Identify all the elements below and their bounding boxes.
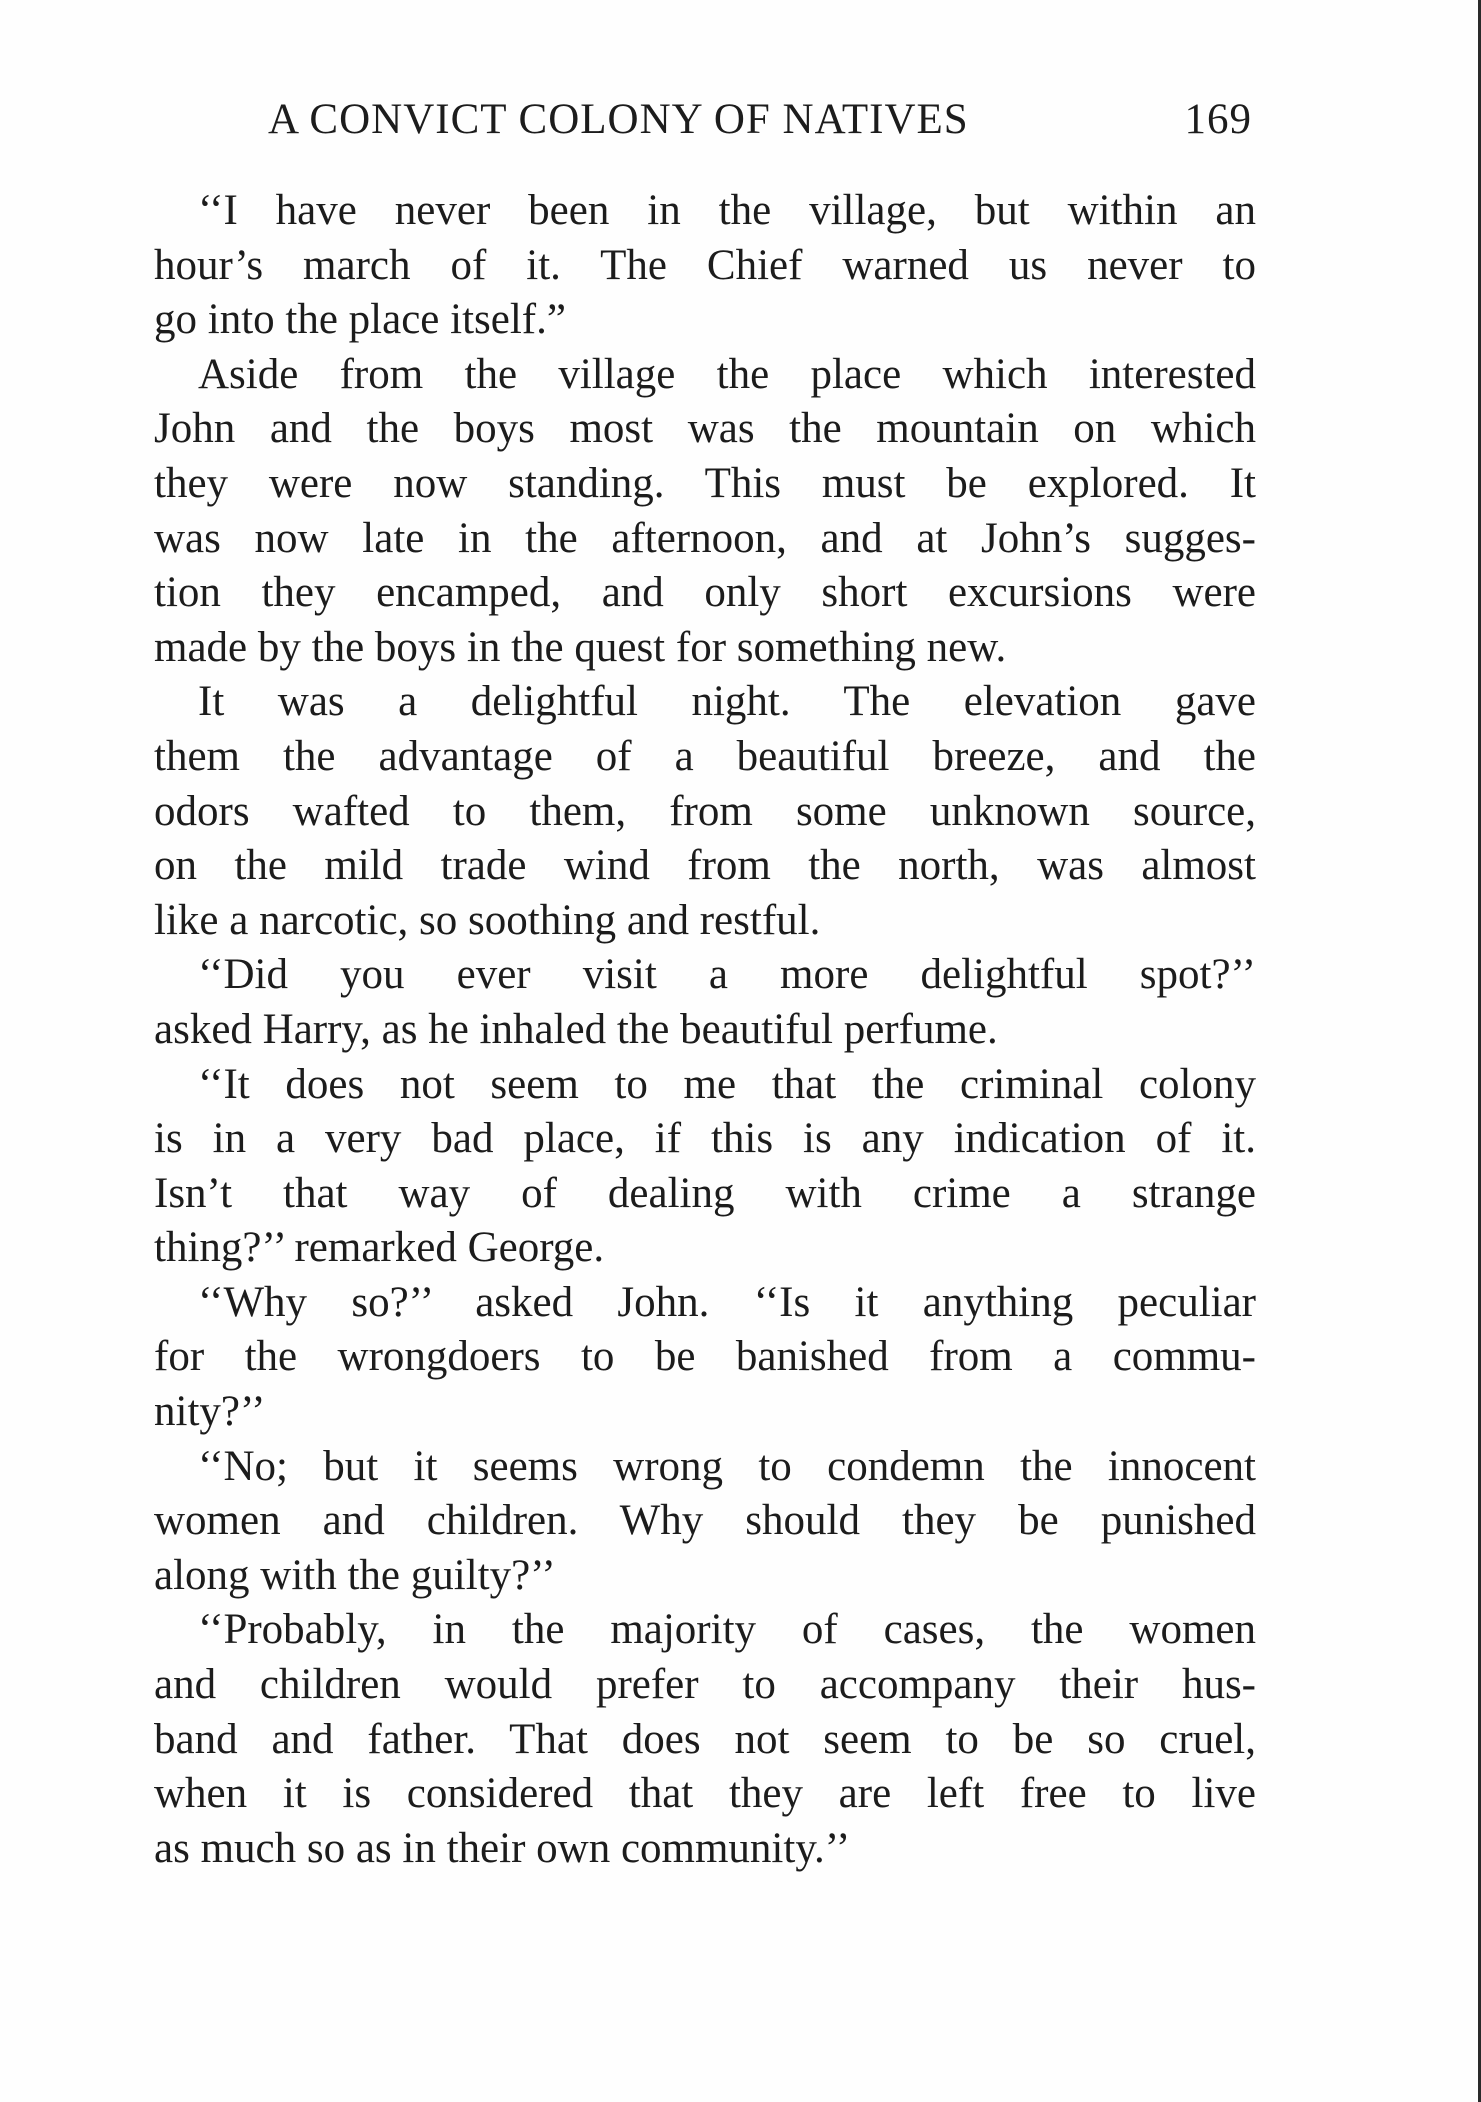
text-line: John and the boys most was the mountain on which: [154, 405, 1256, 453]
text-line: ‘‘No; but it seems wrong to condemn the innocent: [198, 1442, 1256, 1490]
paragraph-5: [154, 1058, 1256, 1276]
text-line: along with the guilty?’’: [154, 1551, 556, 1599]
text-line: go into the place itself.”: [154, 296, 566, 344]
body-text: [154, 184, 1256, 1876]
text-line: they were now standing. This must be explored. It: [154, 459, 1256, 507]
text-line: Isn’t that way of dealing with crime a strange: [154, 1169, 1256, 1217]
text-line: ‘‘Did you ever visit a more delightful spot?’’: [198, 951, 1256, 999]
text-line: made by the boys in the quest for something new.: [154, 623, 1007, 671]
text-line: asked Harry, as he inhaled the beautiful perfume.: [154, 1005, 998, 1053]
running-head-title: A CONVICT COLONY OF NATIVES: [268, 96, 969, 143]
text-line: for the wrongdoers to be banished from a commu-: [154, 1333, 1256, 1381]
paragraph-4: [154, 948, 1256, 1057]
paragraph-6: [154, 1276, 1256, 1440]
text-line: was now late in the afternoon, and at John’s sugges-: [154, 514, 1256, 562]
text-line: odors wafted to them, from some unknown source,: [154, 787, 1256, 835]
page-number: 169: [1184, 96, 1252, 143]
text-line: thing?’’ remarked George.: [154, 1224, 605, 1272]
text-line: ‘‘Why so?’’ asked John. ‘‘Is it anything peculiar: [198, 1278, 1256, 1326]
paragraph-3: [154, 675, 1256, 948]
text-line: hour’s march of it. The Chief warned us never to: [154, 241, 1256, 289]
running-head: [268, 90, 1252, 150]
text-line: ‘‘I have never been in the village, but within an: [198, 187, 1256, 234]
paragraph-8: [154, 1603, 1256, 1876]
text-line: ‘‘Probably, in the majority of cases, the women: [198, 1606, 1256, 1654]
text-line: them the advantage of a beautiful breeze, and the: [154, 732, 1256, 780]
paragraph-7: [154, 1440, 1256, 1604]
text-line: It was a delightful night. The elevation gave: [198, 678, 1256, 726]
text-line: on the mild trade wind from the north, was almost: [154, 842, 1256, 890]
text-line: and children would prefer to accompany their hus-: [154, 1661, 1256, 1709]
text-line: tion they encamped, and only short excursions were: [154, 569, 1256, 617]
text-line: ‘‘It does not seem to me that the criminal colony: [198, 1060, 1256, 1108]
text-line: as much so as in their own community.’’: [154, 1824, 851, 1872]
text-line: nity?’’: [154, 1388, 266, 1436]
text-line: when it is considered that they are left free to live: [154, 1770, 1256, 1818]
text-line: is in a very bad place, if this is any indication of it.: [154, 1115, 1256, 1163]
text-line: like a narcotic, so soothing and restful.: [154, 896, 821, 944]
text-line: Aside from the village the place which interested: [198, 350, 1256, 398]
paragraph-2: [154, 348, 1256, 676]
text-line: band and father. That does not seem to be so cruel,: [154, 1715, 1256, 1763]
paragraph-1: [154, 184, 1256, 348]
text-line: women and children. Why should they be punished: [154, 1497, 1256, 1545]
